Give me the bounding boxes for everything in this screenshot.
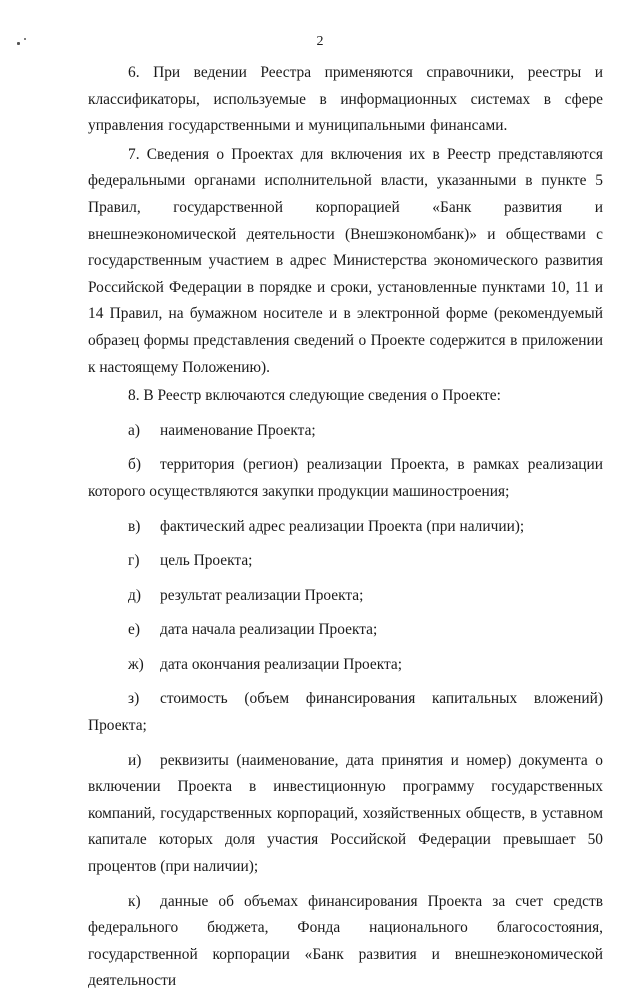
paragraph-7: 7. Сведения о Проектах для включения их в Реестр представляются федеральными органами исполнительной власти, указанными в пункте 5 Правил, государственной корпорацией «Банк развития и внешнеэкономической деятельности (Внешэкономбанк)» и обществами с государственным участием в адрес Министерства экономического развития Российской Федерации в порядке и сроки, установленные пунктами 10, 11 и 14 Правил, на бумажном носителе и в электронной форме (рекомендуемый образец формы представления сведений о Проекте содержится в приложении к настоящему Положению).	[88, 145, 603, 376]
list-item	[88, 452, 603, 505]
list-item-marker: д)	[128, 586, 141, 604]
document-body	[88, 60, 603, 1003]
list-item-text: стоимость (объем финансирования капитальных вложений) Проекта;	[88, 690, 603, 735]
details-list	[88, 418, 603, 995]
list-item-marker: к)	[128, 892, 141, 910]
paragraph-8: 8. В Реестр включаются следующие сведения о Проекте:	[128, 387, 501, 405]
list-item	[88, 514, 603, 541]
list-item	[88, 418, 603, 445]
list-item-marker: и)	[128, 751, 142, 769]
list-item	[88, 583, 603, 610]
list-item-text: реквизиты (наименование, дата принятия и номер) документа о включении Проекта в инвестиционную программу государственных компаний, государственных корпораций, хозяйственных обществ, в уставном капитале которых доля участия Российской Федерации превышает 50 процентов (при наличии);	[88, 751, 603, 876]
list-item	[88, 617, 603, 644]
paragraph-6: 6. При ведении Реестра применяются справочники, реестры и классификаторы, используемые в информационных системах в сфере управления государственными и муниципальными финансами.	[88, 64, 603, 135]
list-item-text: цель Проекта;	[160, 552, 253, 570]
list-item-text: фактический адрес реализации Проекта (при наличии);	[160, 517, 525, 535]
list-item-text: дата начала реализации Проекта;	[160, 621, 378, 639]
list-item-text: дата окончания реализации Проекта;	[160, 655, 403, 673]
list-item-marker: б)	[128, 456, 141, 474]
list-item-marker: в)	[128, 517, 141, 535]
list-item	[88, 548, 603, 575]
list-item-text: данные об объемах финансирования Проекта за счет средств федерального бюджета, Фонда национального благосостояния, государственной корпорации «Банк развития и внешнеэкономической деятельности	[88, 892, 603, 990]
list-item-text: результат реализации Проекта;	[160, 586, 364, 604]
page-number: 2	[316, 34, 324, 49]
list-item-text: территория (регион) реализации Проекта, в рамках реализации которого осуществляются закупки продукции машиностроения;	[88, 456, 603, 500]
list-item-marker: е)	[128, 621, 140, 639]
list-item-text: наименование Проекта;	[160, 421, 316, 439]
list-item	[88, 748, 603, 881]
list-item-marker: а)	[128, 421, 140, 439]
list-item	[88, 686, 603, 739]
list-item-marker: г)	[128, 552, 140, 570]
list-item	[88, 652, 603, 679]
list-item-marker: з)	[128, 690, 140, 708]
list-item-marker: ж)	[128, 655, 144, 673]
